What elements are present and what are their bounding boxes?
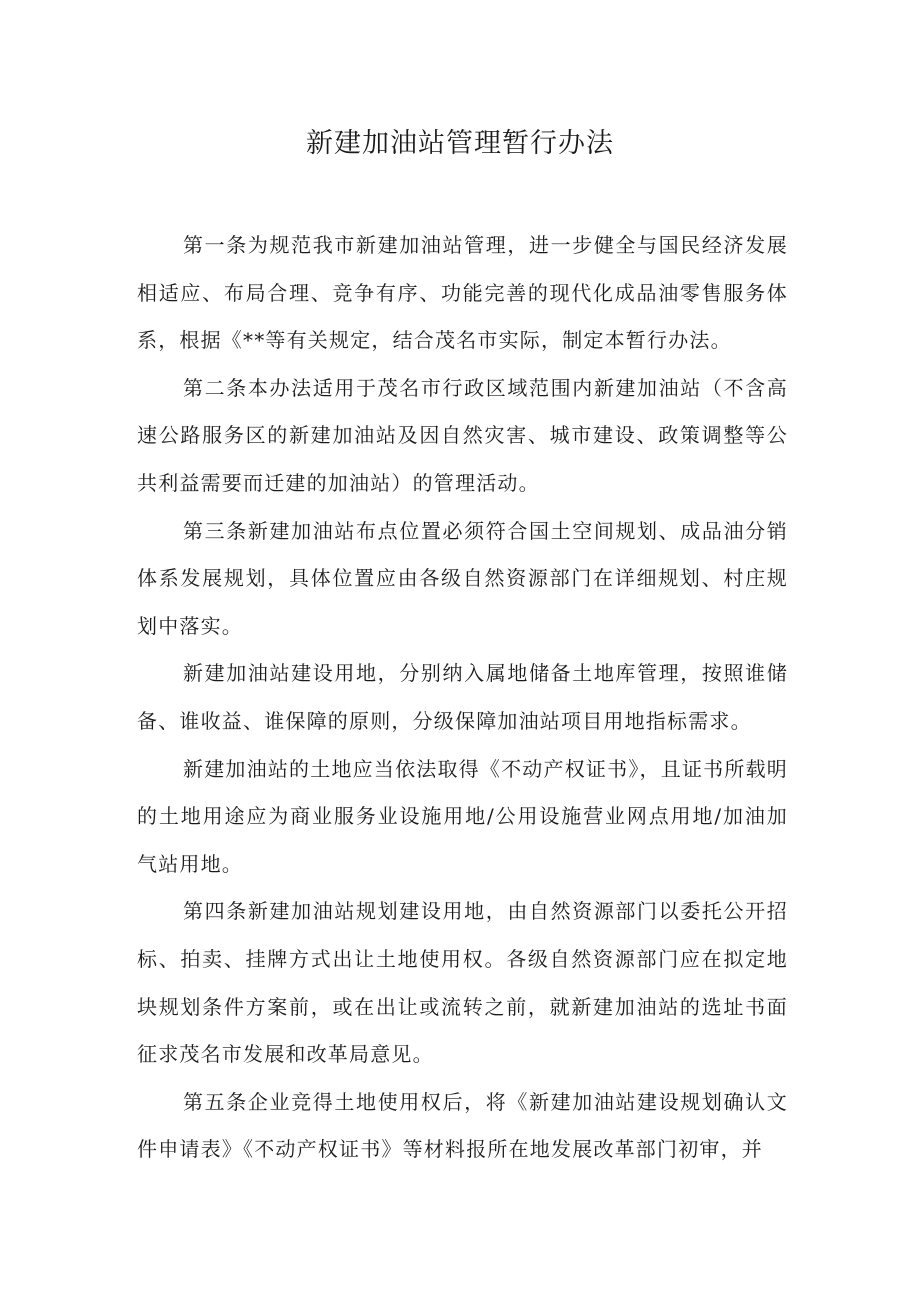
document-body <box>137 222 788 1174</box>
paragraph-article-1: 第一条为规范我市新建加油站管理，进一步健全与国民经济发展相适应、布局合理、竞争有序、功能完善的现代化成品油零售服务体系，根据《**等有关规定，结合茂名市实际，制定本暂行办法。 <box>137 233 788 353</box>
paragraph-property-certificate: 新建加油站的土地应当依法取得《不动产权证书》，且证书所载明的土地用途应为商业服务业设施用地/公用设施营业网点用地/加油加气站用地。 <box>137 756 788 876</box>
paragraph-land-use: 新建加油站建设用地，分别纳入属地储备土地库管理，按照谁储备、谁收益、谁保障的原则，分级保障加油站项目用地指标需求。 <box>137 661 788 733</box>
paragraph-article-3: 第三条新建加油站布点位置必须符合国土空间规划、成品油分销体系发展规划，具体位置应由各级自然资源部门在详细规划、村庄规划中落实。 <box>137 518 788 638</box>
paragraph-article-2: 第二条本办法适用于茂名市行政区域范围内新建加油站（不含高速公路服务区的新建加油站及因自然灾害、城市建设、政策调整等公共利益需要而迁建的加油站）的管理活动。 <box>137 375 788 495</box>
paragraph-article-4: 第四条新建加油站规划建设用地，由自然资源部门以委托公开招标、拍卖、挂牌方式出让土地使用权。各级自然资源部门应在拟定地块规划条件方案前，或在出让或流转之前，就新建加油站的选址书面征求茂名市发展和改革局意见。 <box>137 899 788 1067</box>
paragraph-article-5: 第五条企业竞得土地使用权后，将《新建加油站建设规划确认文件申请表》《不动产权证书》等材料报所在地发展改革部门初审，并 <box>137 1089 788 1162</box>
document-title: 新建加油站管理暂行办法 <box>306 128 614 159</box>
